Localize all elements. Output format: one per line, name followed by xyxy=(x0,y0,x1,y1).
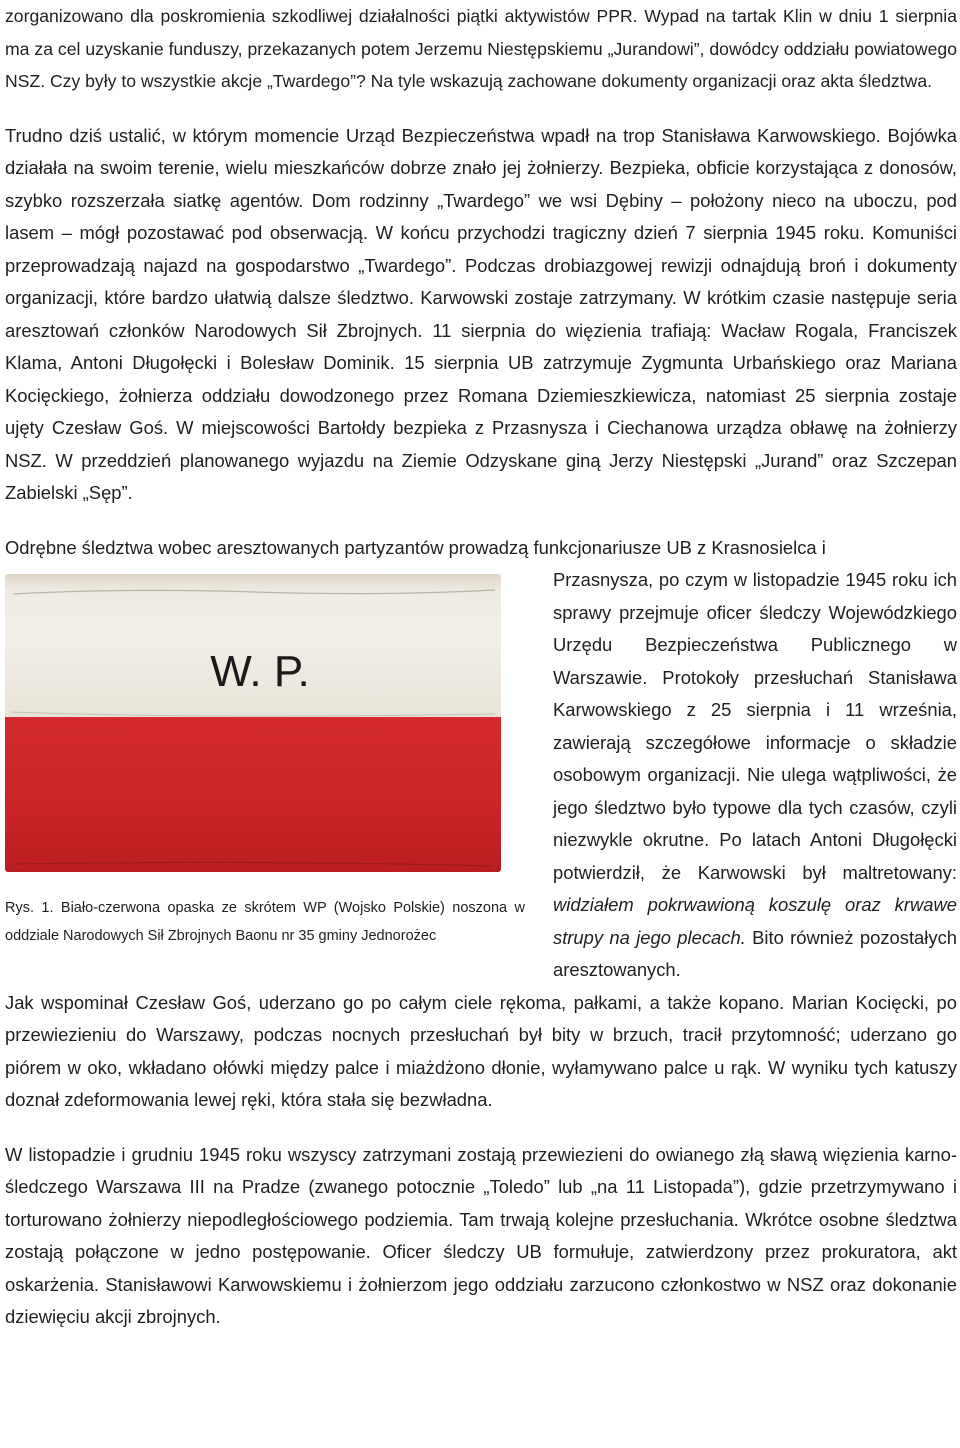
side-text xyxy=(553,564,957,987)
armband-photo xyxy=(5,574,501,872)
side-text-end: Bito również pozostałych aresztowanych. xyxy=(553,926,957,980)
paragraph-investigation-lead: Odrębne śledztwa wobec aresztowanych partyzantów prowadzą funkcjonariusze UB z Krasnosielca i xyxy=(5,536,826,558)
paragraph-intro: zorganizowano dla poskromienia szkodliwej działalności piątki aktywistów PPR. Wypad na tartak Klin w dniu 1 sierpnia ma za cel uzyskanie funduszy, przekazanych potem Jerzemu Niestępskiemu „Jurandowi”, dowódcy oddziału powiatowego NSZ. Czy były to wszystkie akcje „Twardego”? Na tyle wskazują zachowane dokumenty organizacji oraz akta śledztwa. xyxy=(5,6,957,91)
paragraph-prison: W listopadzie i grudniu 1945 roku wszyscy zatrzymani zostają przewiezieni do owianego złą sławą więzienia karno-śledczego Warszawa III na Pradze (zwanego potocznie „Toledo” lub „na 11 Listopada”), gdzie przetrzymywano i torturowano żołnierzy niepodległościowego podziemia. Tam trwają kolejne przesłuchania. Wkrótce osobne śledztwa zostają połączone w jedno postępowanie. Oficer śledczy UB formułuje, zatwierdzony przez prokuratora, akt oskarżenia. Stanisławowi Karwowskiemu i żołnierzom jego oddziału zarzucono członkostwo w NSZ oraz dokonanie dziewięciu akcji zbrojnych. xyxy=(5,1143,957,1327)
paragraph-torture: Jak wspominał Czesław Goś, uderzano go po całym ciele rękoma, pałkami, a także kopano. Marian Kocięcki, po przewiezieniu do Warszawy, podczas nocnych przesłuchań był bity w brzuch, tracił przytomność; uderzano go piórem w oko, wkładano ołówki między palce i miażdżono dłonie, wyłamywano palce u rąk. W wyniku tych katuszy doznał zdeformowania lewej ręki, która stała się bezwładna. xyxy=(5,991,957,1110)
armband-stitching xyxy=(5,574,501,872)
side-text-body: Przasnysza, po czym w listopadzie 1945 roku ich sprawy przejmuje oficer śledczy Wojewódzkiego Urzędu Bezpieczeństwa Publicznego w Warszawie. Protokoły przesłuchań Stanisława Karwowskiego z 25 sierpnia i 11 września, zawierają szczegółowe informacje o składzie osobowym organizacji. Nie ulega wątpliwości, że jego śledztwo było typowe dla tych czasów, czyli niezwykle okrutne. Po latach Antoni Długołęcki potwierdził, że Karwowski był maltretowany: xyxy=(553,569,957,883)
document-page xyxy=(5,0,957,1334)
figure xyxy=(5,564,525,950)
armband-label: W. P. xyxy=(210,647,310,696)
paragraph-investigation-side xyxy=(553,564,957,987)
figure-with-text xyxy=(5,564,957,987)
quote-dlugolecki: widziałem pokrwawioną koszulę oraz krwawe strupy na jego plecach. xyxy=(553,894,957,948)
figure-caption: Rys. 1. Biało-czerwona opaska ze skrótem WP (Wojsko Polskie) noszona w oddziale Narodowych Sił Zbrojnych Baonu nr 35 gminy Jednorożec xyxy=(5,900,525,944)
paragraph-arrests: Trudno dziś ustalić, w którym momencie Urząd Bezpieczeństwa wpadł na trop Stanisława Karwowskiego. Bojówka działała na swoim terenie, wielu mieszkańców dobrze znało jej żołnierzy. Bezpieka, obficie korzystająca z donosów, szybko rozszerzała siatkę agentów. Dom rodzinny „Twardego” we wsi Dębiny – położony nieco na uboczu, pod lasem – mógł pozostawać pod obserwacją. W końcu przychodzi tragiczny dzień 7 sierpnia 1945 roku. Komuniści przeprowadzają najazd na gospodarstwo „Twardego”. Podczas drobiazgowej rewizji odnajdują broń i dokumenty organizacji, które bardzo ułatwią dalsze śledztwo. Karwowski zostaje zatrzymany. W krótkim czasie następuje seria aresztowań członków Narodowych Sił Zbrojnych. 11 sierpnia do więzienia trafiają: Wacław Rogala, Franciszek Klama, Antoni Długołęcki i Bolesław Dominik. 15 sierpnia UB zatrzymuje Zygmunta Urbańskiego oraz Mariana Kocięckiego, żołnierza oddziału dowodzonego przez Romana Dziemieszkiewicza, natomiast 25 sierpnia zostaje ujęty Czesław Goś. W miejscowości Bartołdy bezpieka z Przasnysza i Ciechanowa urządza obławę na żołnierzy NSZ. W przeddzień planowanego wyjazdu na Ziemie Odzyskane giną Jerzy Niestępski „Jurand” oraz Szczepan Zabielski „Sęp”. xyxy=(5,124,957,503)
